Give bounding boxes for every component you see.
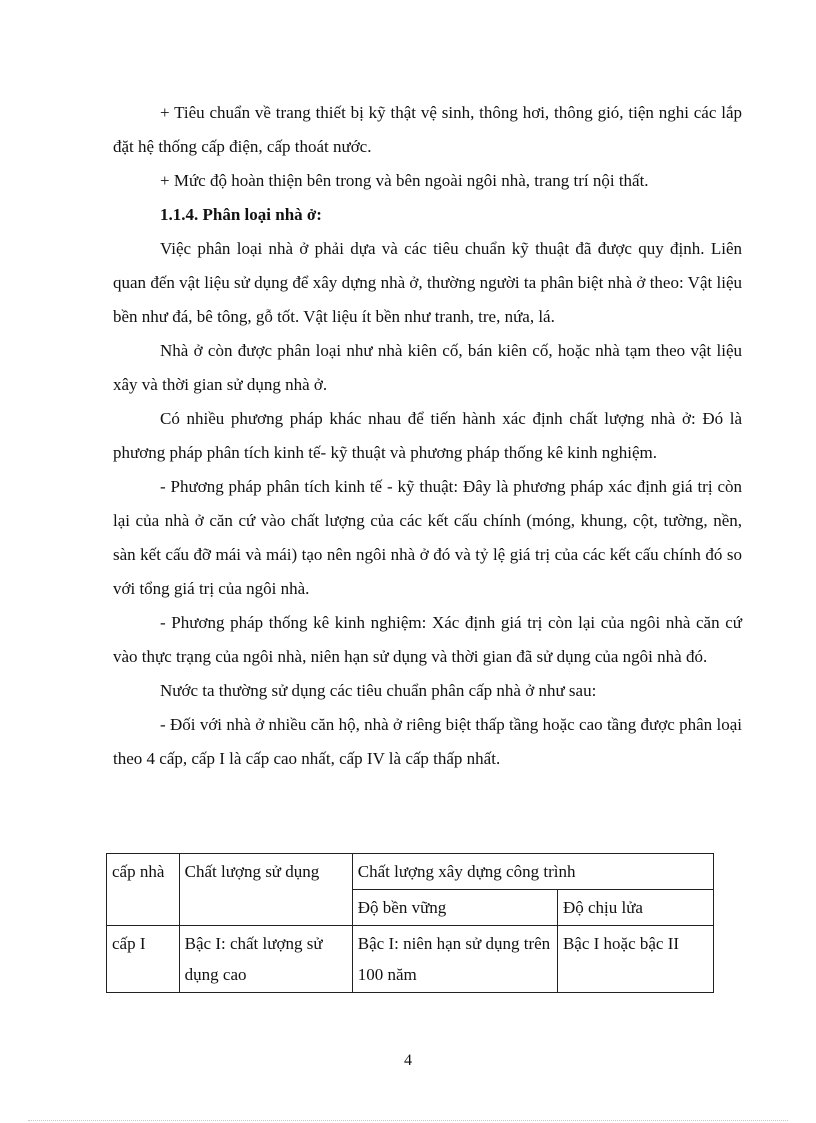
cell-durability: Bậc I: niên hạn sử dụng trên 100 năm <box>352 926 557 993</box>
table-row <box>107 926 714 993</box>
paragraph-four-grades: - Đối với nhà ở nhiều căn hộ, nhà ở riêng biệt thấp tầng hoặc cao tầng được phân loại theo 4 cấp, cấp I là cấp cao nhất, cấp IV là cấp thấp nhất. <box>113 715 742 768</box>
paragraph-methods: Có nhiều phương pháp khác nhau để tiến hành xác định chất lượng nhà ở: Đó là phương pháp phân tích kinh tế- kỹ thuật và phương pháp thống kê kinh nghiệm. <box>113 409 742 462</box>
cell-grade: cấp I <box>107 926 180 993</box>
paragraph-finishing: + Mức độ hoàn thiện bên trong và bên ngoài ngôi nhà, trang trí nội thất. <box>160 171 649 190</box>
paragraph-statistical: - Phương pháp thống kê kinh nghiệm: Xác định giá trị còn lại của ngôi nhà căn cứ vào thực trạng của ngôi nhà, niên hạn sử dụng và thời gian đã sử dụng của ngôi nhà đó. <box>113 613 742 666</box>
body-text <box>113 96 742 776</box>
header-fire-resistance: Độ chịu lửa <box>557 890 713 926</box>
page-number: 4 <box>404 1052 412 1069</box>
cell-fire-resistance: Bậc I hoặc bậc II <box>557 926 713 993</box>
paragraph-classification: Việc phân loại nhà ở phải dựa và các tiêu chuẩn kỹ thuật đã được quy định. Liên quan đến vật liệu sử dụng để xây dựng nhà ở, thường người ta phân biệt nhà ở theo: Vật liệu bền như đá, bê tông, gỗ tốt. Vật liệu ít bền như tranh, tre, nứa, lá. <box>113 239 742 326</box>
paragraph-economic-technical: - Phương pháp phân tích kinh tế - kỹ thuật: Đây là phương pháp xác định giá trị còn lại của nhà ở căn cứ vào chất lượng của các kết cấu chính (móng, khung, cột, tường, nền, sàn kết cấu đỡ mái và mái) tạo nên ngôi nhà ở đó và tỷ lệ giá trị của các kết cấu chính đó so với tổng giá trị của ngôi nhà. <box>113 477 742 598</box>
header-usage-quality: Chất lượng sử dụng <box>179 854 352 926</box>
paragraph-permanence: Nhà ở còn được phân loại như nhà kiên cố, bán kiên cố, hoặc nhà tạm theo vật liệu xây và thời gian sử dụng nhà ở. <box>113 341 742 394</box>
paragraph-standards-intro: Nước ta thường sử dụng các tiêu chuẩn phân cấp nhà ở như sau: <box>160 681 597 700</box>
section-heading: 1.1.4. Phân loại nhà ở: <box>160 205 322 224</box>
cell-usage-quality: Bậc I: chất lượng sử dụng cao <box>179 926 352 993</box>
footer-divider <box>28 1120 788 1121</box>
table-header-row <box>107 854 714 890</box>
header-durability: Độ bền vững <box>352 890 557 926</box>
housing-grade-table <box>106 853 714 993</box>
header-grade: cấp nhà <box>107 854 180 926</box>
header-construction-quality: Chất lượng xây dựng công trình <box>352 854 713 890</box>
paragraph-equipment-standards: + Tiêu chuẩn về trang thiết bị kỹ thật vệ sinh, thông hơi, thông gió, tiện nghi các lắp đặt hệ thống cấp điện, cấp thoát nước. <box>113 103 742 156</box>
